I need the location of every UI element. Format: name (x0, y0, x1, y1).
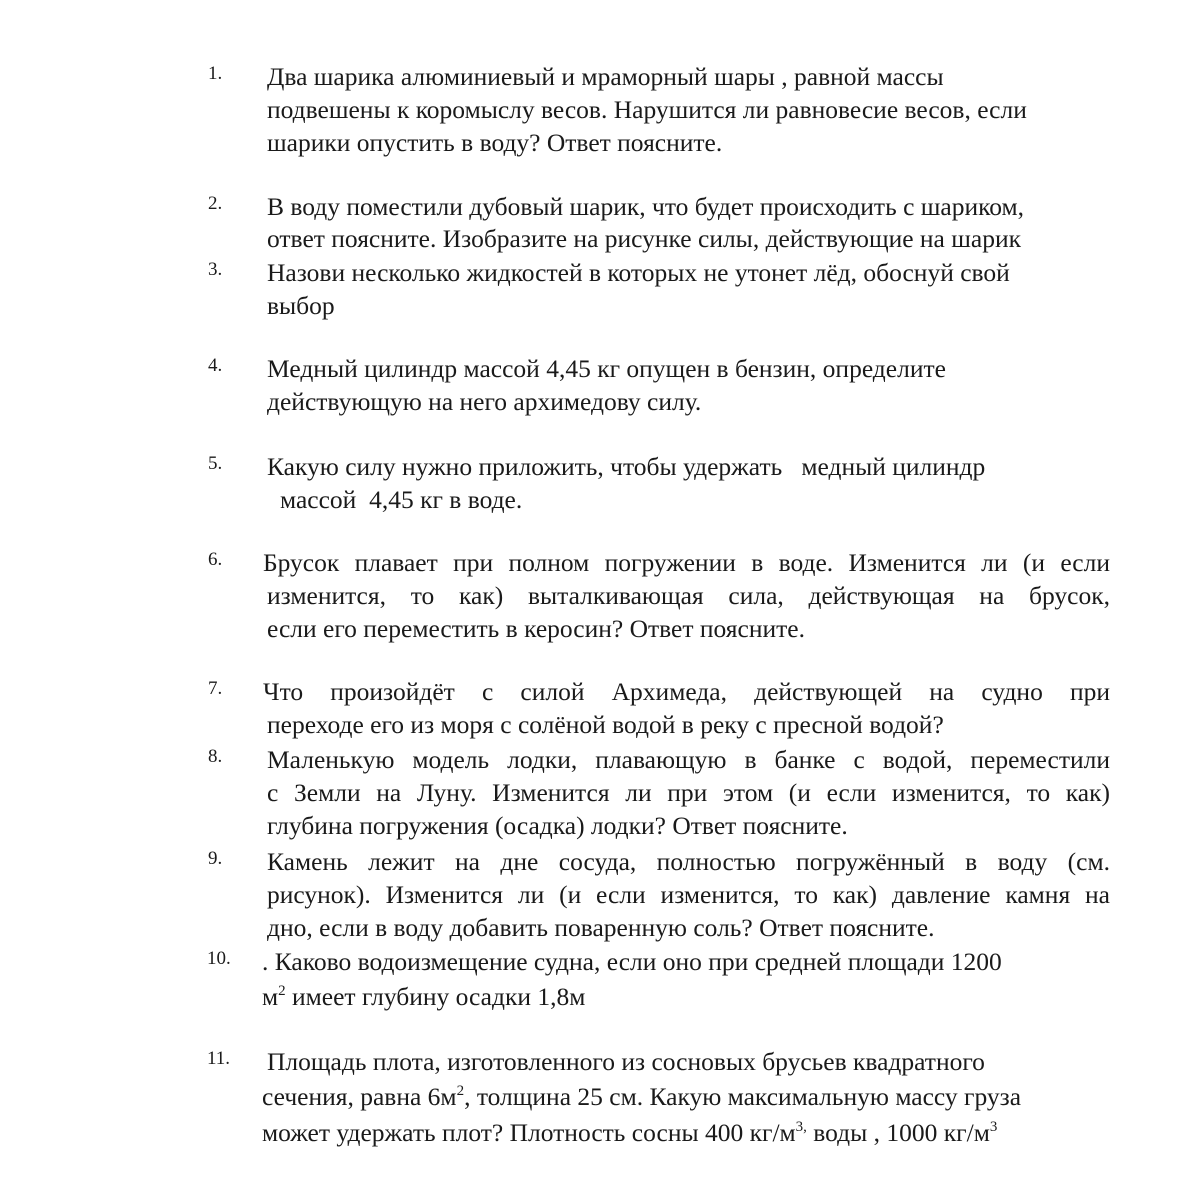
question-number: 2. (208, 193, 223, 214)
text-fragment: м (262, 982, 279, 1011)
question-number: 7. (208, 678, 223, 699)
superscript: 3 (989, 1119, 998, 1135)
question-number: 3. (208, 259, 223, 280)
question-number: 4. (208, 355, 223, 376)
question-text-line: Маленькую модель лодки, плавающую в банке с водой, переместили (267, 745, 1110, 774)
question-text-line: с Земли на Луну. Изменится ли при этом (и если изменится, то как) (267, 778, 1110, 807)
question-text-line: Камень лежит на дне сосуда, полностью погружённый в воду (см. (267, 847, 1110, 876)
question-text-line: переходе его из моря с солёной водой в реку с пресной водой? (267, 710, 944, 739)
question-text-line: Что произойдёт с силой Архимеда, действующей на судно при (263, 677, 1110, 706)
text-fragment: , толщина 25 см. Какую максимальную массу груза (464, 1082, 1022, 1111)
question-number: 5. (208, 453, 223, 474)
question-text-line (262, 980, 585, 1013)
question-number: 11. (207, 1048, 231, 1069)
question-text-line: Какую силу нужно приложить, чтобы удержать медный цилиндр (267, 452, 986, 481)
question-text-line: шарики опустить в воду? Ответ поясните. (267, 128, 723, 157)
question-number: 8. (208, 746, 223, 767)
question-text-line: если его переместить в керосин? Ответ поясните. (267, 614, 805, 643)
text-fragment: воды , 1000 кг/м (806, 1118, 990, 1147)
question-text-line: Два шарика алюминиевый и мраморный шары , равной массы (267, 62, 944, 91)
question-text-line: Назови несколько жидкостей в которых не утонет лёд, обоснуй свой (267, 258, 1010, 287)
question-number: 10. (207, 948, 231, 969)
question-text-line: выбор (267, 291, 335, 320)
question-number: 6. (208, 549, 223, 570)
question-text-line (262, 1080, 1021, 1113)
question-text-line: Площадь плота, изготовленного из сосновых брусьев квадратного (267, 1047, 985, 1076)
question-text-line: В воду поместили дубовый шарик, что будет происходить с шариком, (267, 192, 1024, 221)
question-text-line: глубина погружения (осадка) лодки? Ответ поясните. (267, 811, 848, 840)
text-fragment: сечения, равна 6м (262, 1082, 457, 1111)
superscript: 2 (456, 1083, 465, 1099)
question-text-line: . Каково водоизмещение судна, если оно при средней площади 1200 (262, 947, 1002, 976)
question-text-line: Медный цилиндр массой 4,45 кг опущен в бензин, определите (267, 354, 946, 383)
question-text-line: рисунок). Изменится ли (и если изменится, то как) давление камня на (267, 880, 1110, 909)
question-text-line: изменится, то как) выталкивающая сила, действующая на брусок, (267, 581, 1110, 610)
superscript: 3, (795, 1119, 807, 1135)
question-text-line: массой 4,45 кг в воде. (280, 485, 523, 514)
question-number: 1. (208, 63, 223, 84)
question-text-line: Брусок плавает при полном погружении в воде. Изменится ли (и если (263, 548, 1110, 577)
text-fragment: имеет глубину осадки 1,8м (285, 982, 586, 1011)
question-text-line: дно, если в воду добавить поваренную соль? Ответ поясните. (267, 913, 935, 942)
question-text-line (262, 1116, 997, 1149)
superscript: 2 (278, 983, 286, 999)
question-text-line: ответ поясните. Изобразите на рисунке силы, действующие на шарик (267, 224, 1021, 253)
question-text-line: подвешены к коромыслу весов. Нарушится ли равновесие весов, если (267, 95, 1027, 124)
text-fragment: может удержать плот? Плотность сосны 400 кг/м (262, 1118, 796, 1147)
question-text-line: действующую на него архимедову силу. (267, 387, 702, 416)
question-number: 9. (208, 848, 223, 869)
